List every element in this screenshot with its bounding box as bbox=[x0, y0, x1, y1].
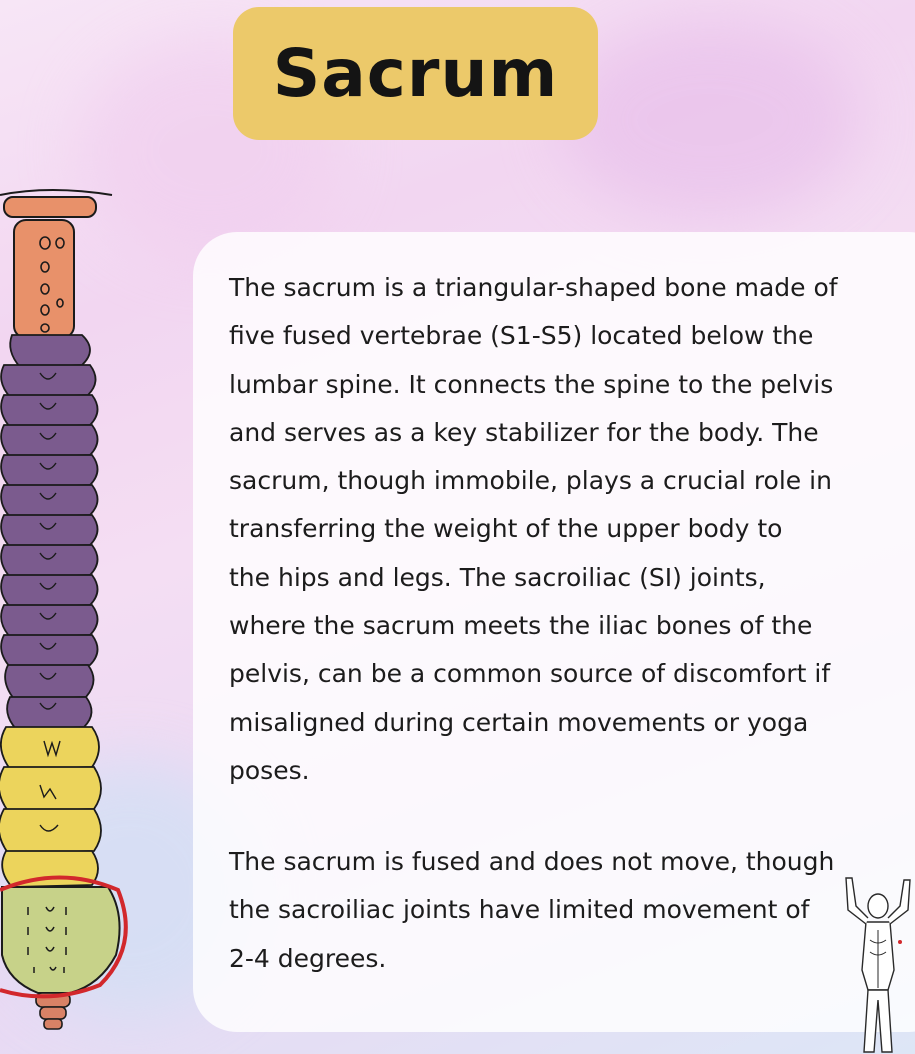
page-title: Sacrum bbox=[272, 35, 559, 112]
yoga-figure-illustration bbox=[838, 870, 915, 1054]
description-paragraph: The sacrum is a triangular-shaped bone made of five fused vertebrae (S1-S5) located below the lumbar spine. It connects the spine to the pelvis and serves as a key stabilizer for the body. The sacrum, though immobile, plays a crucial role in transferring the weight of the upper body to the hips and legs. The sacroiliac (SI) joints, where the sacrum meets the iliac bones of the pelvis, can be a common source of discomfort if misaligned during certain movements or yoga poses. bbox=[229, 273, 838, 785]
title-banner bbox=[233, 7, 598, 140]
movement-note-paragraph: The sacrum is fused and does not move, though the sacroiliac joints have limited movement of 2-4 degrees. bbox=[229, 847, 835, 973]
spine-illustration bbox=[0, 185, 135, 1045]
